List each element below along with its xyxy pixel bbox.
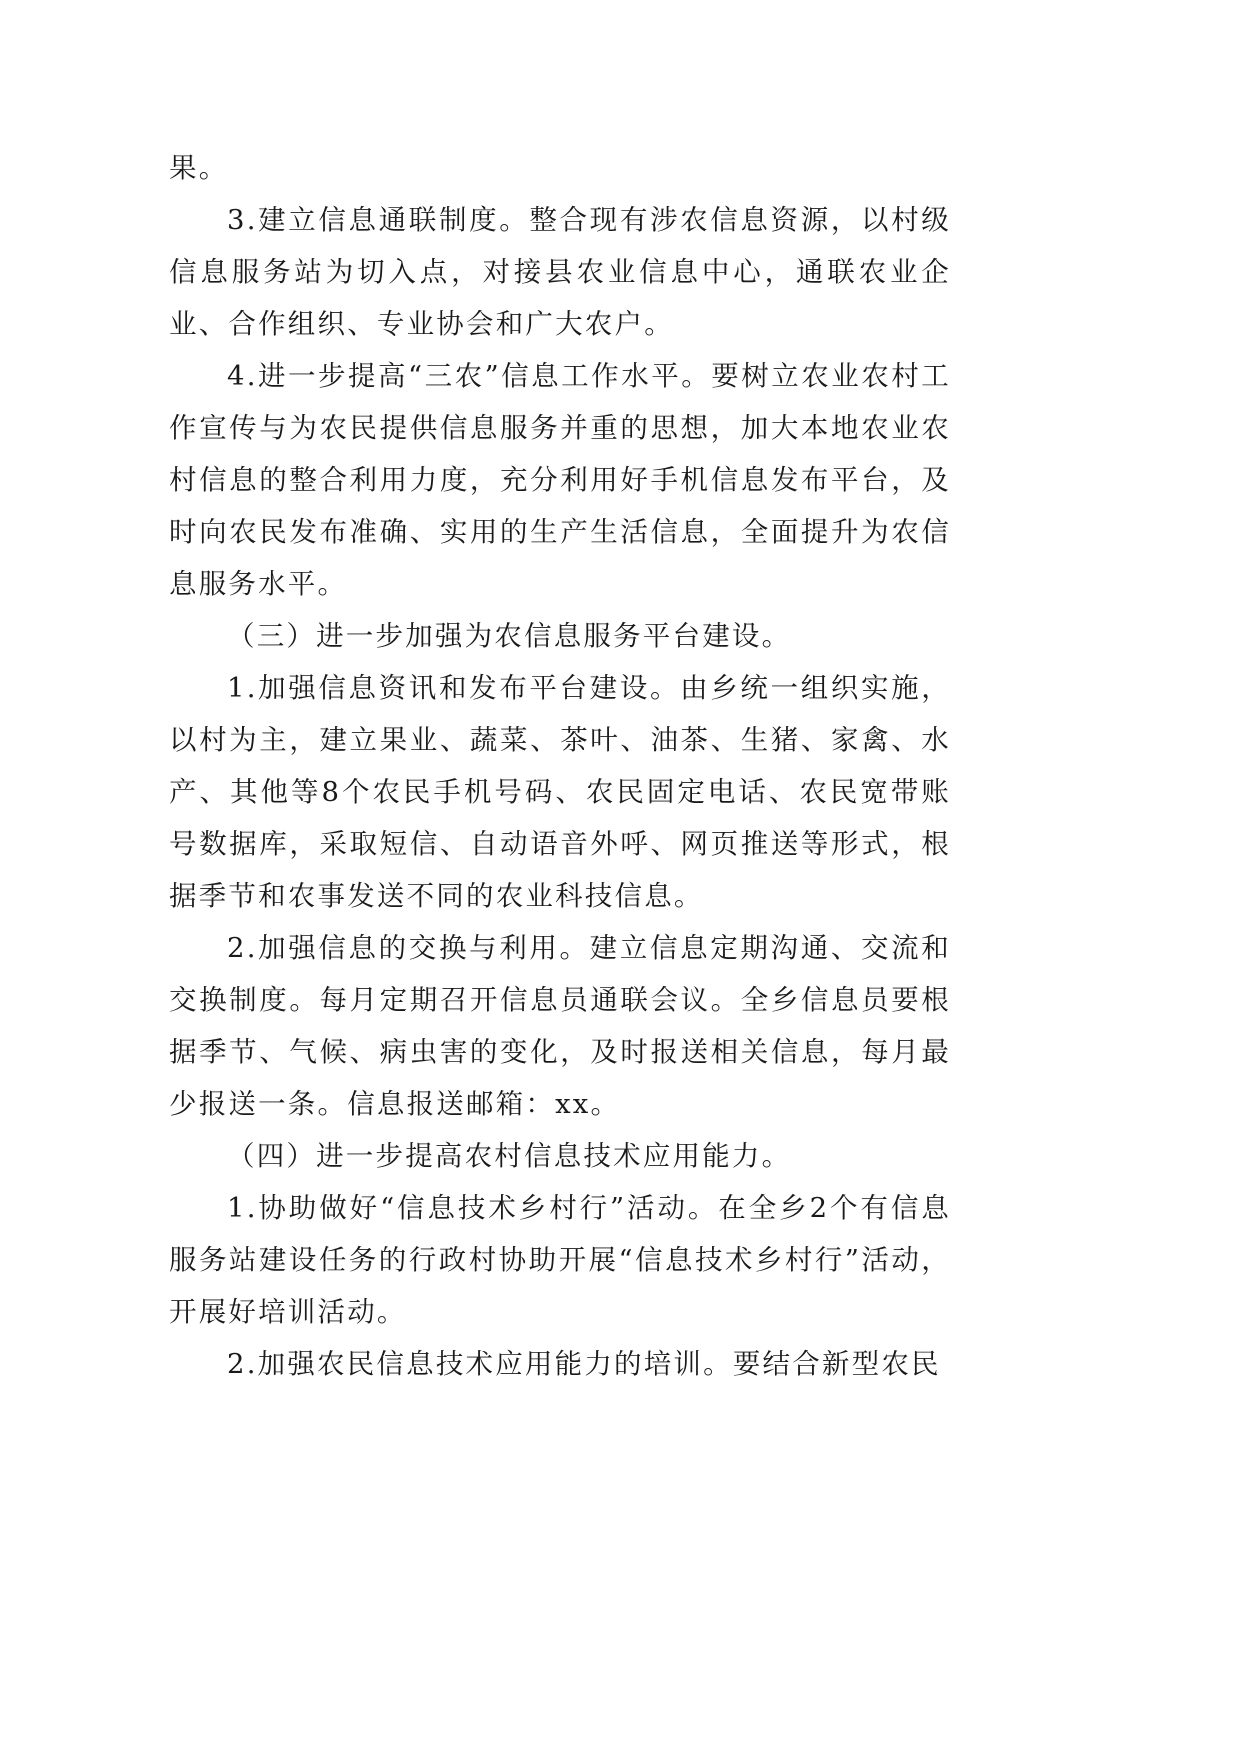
paragraph-item-3-info-liaison: 3.建立信息通联制度。整合现有涉农信息资源，以村级信息服务站为切入点，对接县农业信息中心，通联农业企业、合作组织、专业协会和广大农户。 — [169, 204, 951, 340]
paragraph-item-1-rural-tour: 1.协助做好“信息技术乡村行”活动。在全乡2个有信息服务站建设任务的行政村协助开展“信息技术乡村行”活动，开展好培训活动。 — [169, 1192, 951, 1328]
paragraph-item-1-platform: 1.加强信息资讯和发布平台建设。由乡统一组织实施，以村为主，建立果业、蔬菜、茶叶、油茶、生猪、家禽、水产、其他等8个农民手机号码、农民固定电话、农民宽带账号数据库，采取短信、自动语音外呼、网页推送等形式，根据季节和农事发送不同的农业科技信息。 — [169, 672, 951, 912]
section-heading-4: （四）进一步提高农村信息技术应用能力。 — [227, 1140, 792, 1172]
paragraph-item-2-training: 2.加强农民信息技术应用能力的培训。要结合新型农民 — [227, 1348, 941, 1380]
paragraph-item-2-exchange: 2.加强信息的交换与利用。建立信息定期沟通、交流和交换制度。每月定期召开信息员通联会议。全乡信息员要根据季节、气候、病虫害的变化，及时报送相关信息，每月最少报送一条。信息报送邮箱：xx。 — [169, 932, 951, 1120]
paragraph-continuation: 果。 — [169, 152, 229, 184]
paragraph-item-4-sannong-info: 4.进一步提高“三农”信息工作水平。要树立农业农村工作宣传与为农民提供信息服务并重的思想，加大本地农业农村信息的整合利用力度，充分利用好手机信息发布平台，及时向农民发布准确、实用的生产生活信息，全面提升为农信息服务水平。 — [169, 360, 951, 600]
section-heading-3: （三）进一步加强为农信息服务平台建设。 — [227, 620, 792, 652]
document-body — [169, 142, 951, 1390]
